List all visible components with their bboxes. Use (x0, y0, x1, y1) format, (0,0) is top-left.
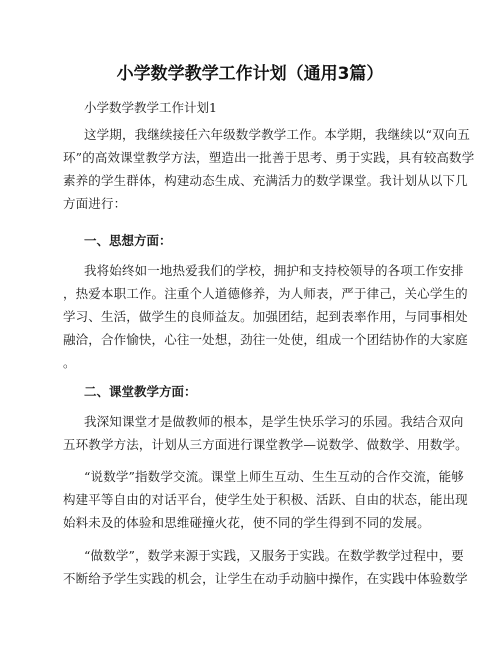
document-title: 小学数学教学工作计划（通用3篇） (116, 64, 384, 84)
paragraph-line: 这学期，我继续接任六年级数学教学工作。本学期，我继续以“双向五 (84, 127, 471, 142)
paragraph-line: 五环教学方法，计划从三方面进行课堂教学—说数学、做数学、用数学。 (63, 437, 468, 452)
section-heading-classroom: 二、课堂教学方面： (84, 384, 197, 399)
paragraph-line: 融洽，合作愉快，心往一处想，劲往一处使，组成一个团结协作的大家庭 (63, 332, 468, 347)
paragraph-line: 素养的学生群体，构建动态生成、充满活力的数学课堂。我计划从以下几 (63, 173, 468, 188)
paragraph-line: ，热爱本职工作。注重个人道德修养，为人师表，严于律己，关心学生的 (63, 286, 468, 301)
paragraph-line: 构建平等自由的对话平台，使学生处于积极、活跃、自由的状态，能出现 (63, 492, 468, 507)
paragraph-line: 。 (63, 355, 76, 370)
paragraph-line: “做数学”，数学来源于实践，又服务于实践。在数学教学过程中，要 (84, 548, 464, 563)
intro-paragraph (63, 123, 475, 215)
paragraph-line: 环”的高效课堂教学方法，塑造出一批善于思考、勇于实践，具有较高数学 (63, 150, 475, 165)
paragraph-line: 始料未及的体验和思维碰撞火花，使不同的学生得到不同的发展。 (63, 515, 430, 530)
classroom-paragraph (63, 410, 468, 456)
paragraph-line: 我将始终如一地热爱我们的学校，拥护和支持校领导的各项工作安排 (84, 263, 464, 278)
document-subtitle: 小学数学教学工作计划1 (84, 100, 217, 115)
paragraph-line: 学习、生活，做学生的良师益友。加强团结，起到表率作用，与同事相处 (63, 309, 468, 324)
paragraph-line: 不断给予学生实践的机会，让学生在动手动脑中操作，在实践中体验数学 (63, 571, 468, 586)
thought-paragraph (63, 259, 468, 374)
speak-math-paragraph (63, 465, 468, 534)
paragraph-line: 我深知课堂才是做教师的根本，是学生快乐学习的乐园。我结合双向 (84, 414, 464, 429)
paragraph-line: 方面进行： (63, 196, 127, 211)
section-heading-thought: 一、思想方面： (84, 233, 172, 248)
paragraph-line: “说数学”指数学交流。课堂上师生互动、生生互动的合作交流，能够 (84, 469, 464, 484)
do-math-paragraph (63, 544, 468, 590)
